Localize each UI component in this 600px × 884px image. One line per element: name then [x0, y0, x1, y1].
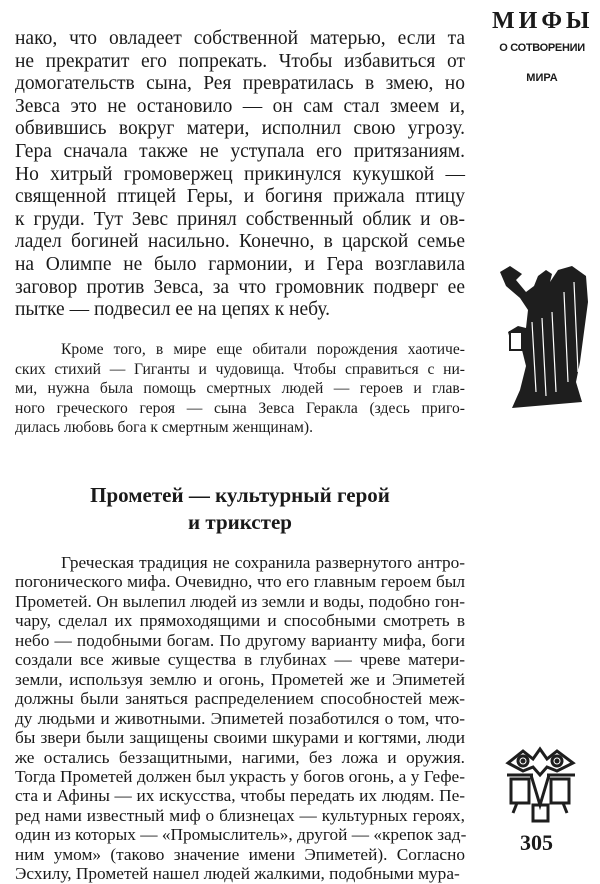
heading-line-1: Прометей — культурный герой: [90, 483, 390, 507]
text-line: ми, нужна была помощь смертных людей — героев и глав-: [15, 380, 465, 398]
text-line: ских стихий — Гиганты и чудовища. Чтобы справиться с ни-: [15, 360, 465, 378]
text-line: Прометей. Он вылепил людей из земли и воды, подобно гон-: [15, 591, 465, 611]
totem-bird-icon: [503, 745, 578, 825]
text-line: нако, что овладеет собственной матерью, если та: [15, 28, 465, 49]
running-subtitle-2: МИРА: [526, 72, 558, 84]
text-line: Эсхилу, Прометей нашел людей жалкими, подобными мура-: [15, 864, 460, 884]
text-line: Тогда Прометей должен был украсть у богов огонь, а у Гефе-: [15, 766, 465, 786]
text-line: домогательств сына, Рея превратилась в змею, но: [15, 73, 465, 95]
text-line: чару, сделал их прямоходящими и способными смотреть в: [15, 611, 465, 631]
text-line: пытке — подвесил ее на цепях к небу.: [15, 299, 330, 321]
page-number: 305: [520, 830, 553, 855]
text-line: ду людьми и животными. Эпиметей позаботился о том, что-: [15, 708, 465, 728]
heading-line-2: и трикстер: [188, 510, 292, 534]
text-line: священной птицей Геры, и богиня прижала птицу: [15, 186, 465, 208]
text-line: должны были заняться распределением способностей меж-: [15, 689, 465, 709]
text-line: заговор против Зевса, за что громовник подверг ее: [15, 276, 465, 298]
text-line: Греческая традиция не сохранила развернутого антро-: [61, 553, 465, 572]
running-title: МИФЫ: [492, 8, 594, 34]
text-line: Гера сначала также не уступала его притязаниям.: [15, 140, 465, 162]
running-subtitle-1: О СОТВОРЕНИИ: [499, 42, 585, 54]
text-line: не прекратит его попрекать. Чтобы избавиться от: [15, 50, 465, 72]
text-line: погонического мифа. Очевидно, что его главным героем был: [15, 572, 465, 592]
text-line: дилась любовь бога к смертным женщинам).: [15, 419, 313, 437]
text-line: на Олимпе не было гармонии, и Гера возглавила: [15, 253, 465, 275]
text-line: Кроме того, в мире еще обитали порождения хаотиче-: [61, 341, 465, 358]
text-line: же остались беззащитными, нагими, без ложа и оружия.: [15, 747, 465, 767]
text-line: ладел богиней насильно. Конечно, в царской семье: [15, 231, 465, 253]
paragraph-giants: [15, 340, 465, 438]
text-line: земли, используя землю и огонь, Прометей же и Эпиметей: [15, 669, 465, 689]
winged-figure-icon: [492, 262, 592, 412]
text-line: создали все живые существа в глубинах — чреве матери-: [15, 650, 465, 670]
text-line: небо — подобными богам. По другому варианту мифа, боги: [15, 630, 465, 650]
section-heading: [15, 482, 465, 536]
text-line: Но хитрый громовержец прикинулся кукушкой —: [15, 163, 465, 185]
paragraph-zeus-hera: [15, 28, 465, 322]
text-line: один из которых — «Промыслитель», другой — «крепок зад-: [15, 825, 467, 845]
text-line: Зевса это не остановило — он сам стал змеем и,: [15, 95, 465, 117]
text-line: обвившись вокруг матери, исполнил свою угрозу.: [15, 118, 465, 140]
text-line: к груди. Тут Зевс принял собственный облик и ов-: [15, 208, 465, 230]
text-line: ного греческого героя — сына Зевса Геракла (здесь приго-: [15, 399, 465, 417]
text-line: ним умом» (таково значение имени Эпиметей). Согласно: [15, 844, 465, 864]
text-line: бы звери были защищены своими шкурами и когтями, люди: [15, 728, 465, 748]
text-line: ред нами известный миф о близнецах — культурных героях,: [15, 805, 465, 825]
text-line: ста и Афины — их искусства, чтобы передать их людям. Пе-: [15, 786, 465, 806]
paragraph-prometheus: [15, 553, 465, 884]
